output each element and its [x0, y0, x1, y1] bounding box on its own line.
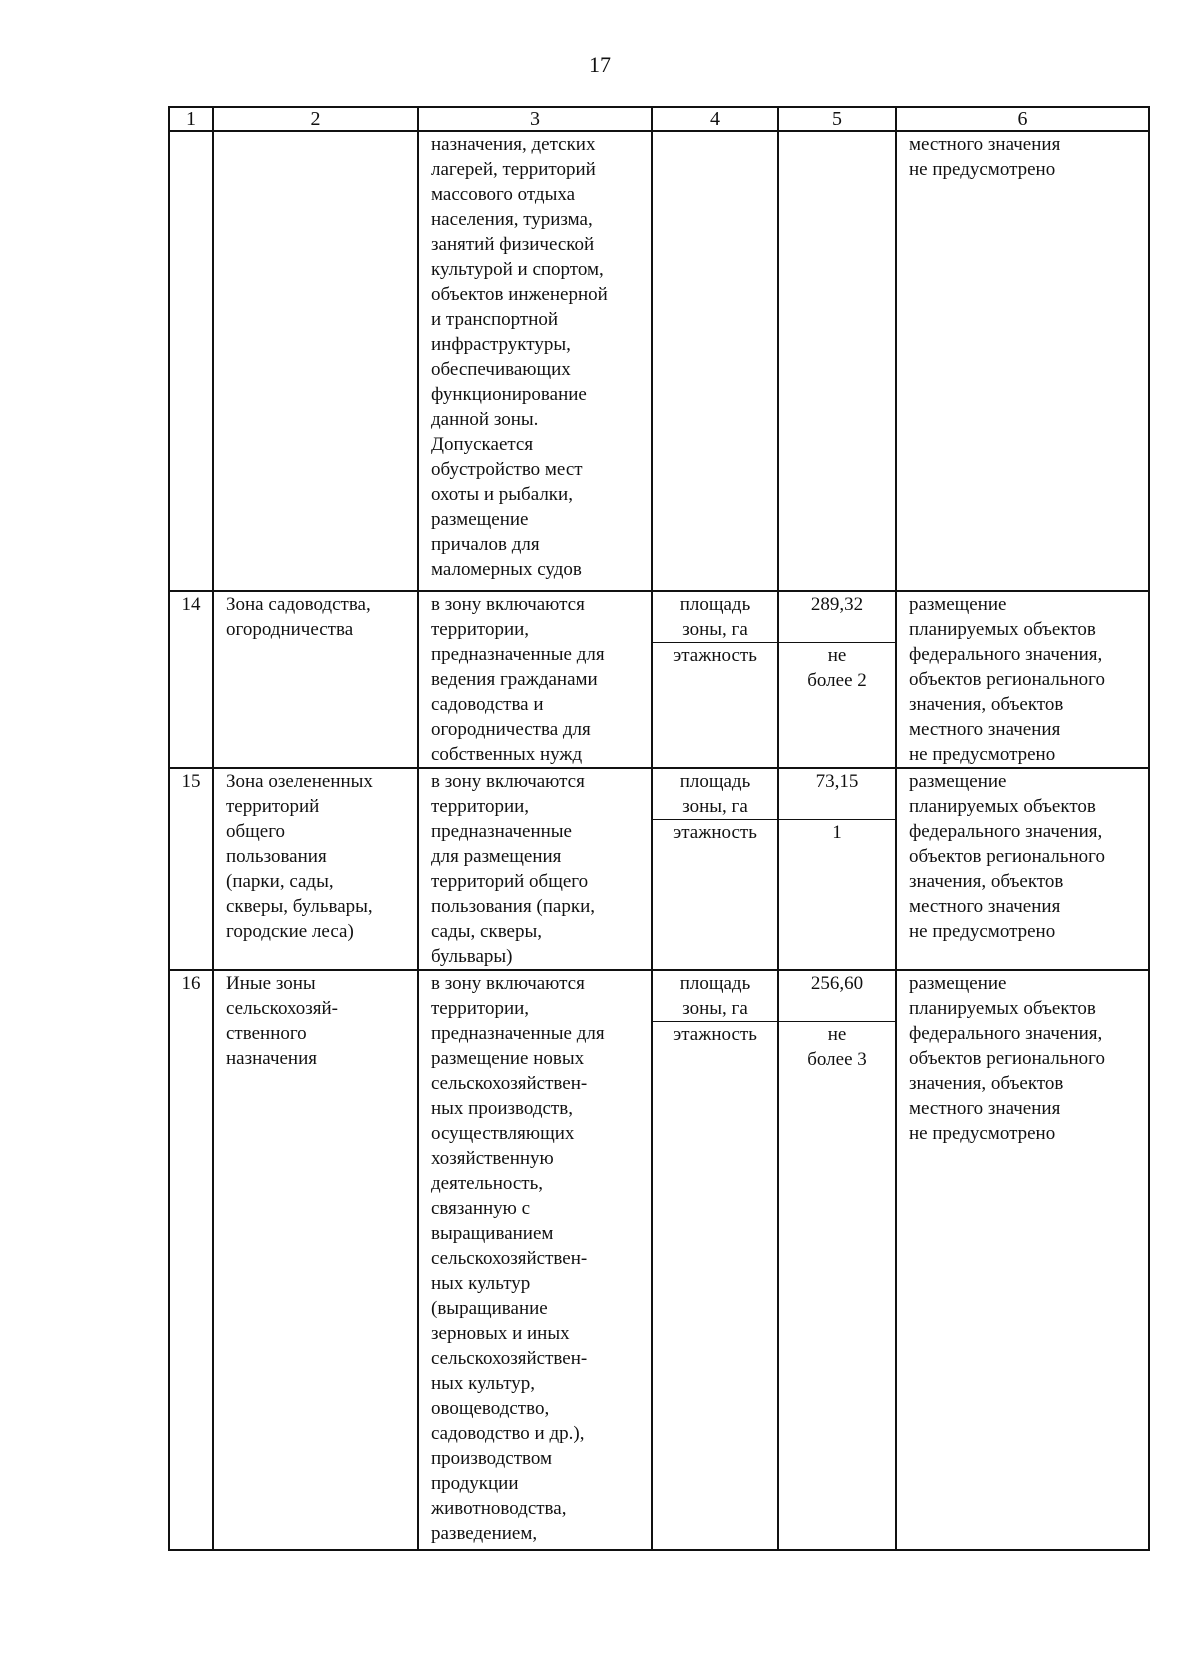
parameter-names [652, 768, 778, 970]
zone-name: Зона садоводства, огородничества [213, 591, 418, 768]
table-row [169, 131, 1149, 591]
parameter-floors-label: этажность [673, 1024, 757, 1045]
zone-name: Иные зоны сельскохозяй- ственного назначения [213, 970, 418, 1550]
zone-name: Зона озелененных территорий общего пользования (парки, сады, скверы, бульвары, городские леса) [213, 768, 418, 970]
header-cell: 5 [778, 107, 896, 131]
table-row [169, 970, 1149, 1550]
parameter-floors-label: этажность [673, 645, 757, 666]
row-number: 15 [169, 768, 213, 970]
row-number [169, 131, 213, 591]
parameter-area-value: 256,60 [779, 971, 895, 1022]
zone-note: размещение планируемых объектов федерального значения, объектов регионального значения, объектов местного значения не предусмотрено [896, 970, 1149, 1550]
zones-table [168, 106, 1150, 1551]
zone-description: в зону включаются территории, предназначенные для размещения территорий общего пользования (парки, сады, скверы, бульвары) [418, 768, 652, 970]
zone-note: размещение планируемых объектов федерального значения, объектов регионального значения, объектов местного значения не предусмотрено [896, 591, 1149, 768]
table-row [169, 591, 1149, 768]
header-cell: 2 [213, 107, 418, 131]
parameter-names [652, 970, 778, 1550]
row-number: 14 [169, 591, 213, 768]
header-cell: 6 [896, 107, 1149, 131]
parameter-floors-label: этажность [673, 822, 757, 843]
parameter-name [652, 131, 778, 591]
parameter-names [652, 591, 778, 768]
parameter-values [778, 970, 896, 1550]
zone-description: назначения, детских лагерей, территорий массового отдыха населения, туризма, занятий физической культурой и спортом, объектов инженерной и транспортной инфраструктуры, обеспечивающих функционирование данной зоны. Допускается обустройство мест охоты и рыбалки, размещение причалов для маломерных судов [418, 131, 652, 591]
zone-description: в зону включаются территории, предназначенные для ведения гражданами садоводства и огородничества для собственных нужд [418, 591, 652, 768]
page-number: 17 [589, 52, 611, 77]
parameter-floors-value: не более 2 [807, 645, 867, 691]
header-cell: 3 [418, 107, 652, 131]
zone-name [213, 131, 418, 591]
parameter-values [778, 768, 896, 970]
parameter-values [778, 591, 896, 768]
parameter-area-label: площадь зоны, га [653, 971, 777, 1022]
table-row [169, 768, 1149, 970]
parameter-area-label: площадь зоны, га [653, 592, 777, 643]
header-cell: 1 [169, 107, 213, 131]
parameter-area-value: 73,15 [779, 769, 895, 820]
zone-note: местного значения не предусмотрено [896, 131, 1149, 591]
parameter-value [778, 131, 896, 591]
parameter-area-value: 289,32 [779, 592, 895, 643]
parameter-floors-value: не более 3 [807, 1024, 867, 1070]
zone-description: в зону включаются территории, предназначенные для размещение новых сельскохозяйствен- ных производств, осуществляющих хозяйственную деятельность, связанную с выращиванием сельскохозяйствен- ных культур (выращивание зерновых и иных сельскохозяйствен- ных культур, овощеводство, садоводство и др.), производством продукции животноводства, разведением, [418, 970, 652, 1550]
header-cell: 4 [652, 107, 778, 131]
zone-note: размещение планируемых объектов федерального значения, объектов регионального значения, объектов местного значения не предусмотрено [896, 768, 1149, 970]
table-header-row [169, 107, 1149, 131]
row-number: 16 [169, 970, 213, 1550]
parameter-floors-value: 1 [832, 822, 842, 843]
parameter-area-label: площадь зоны, га [653, 769, 777, 820]
